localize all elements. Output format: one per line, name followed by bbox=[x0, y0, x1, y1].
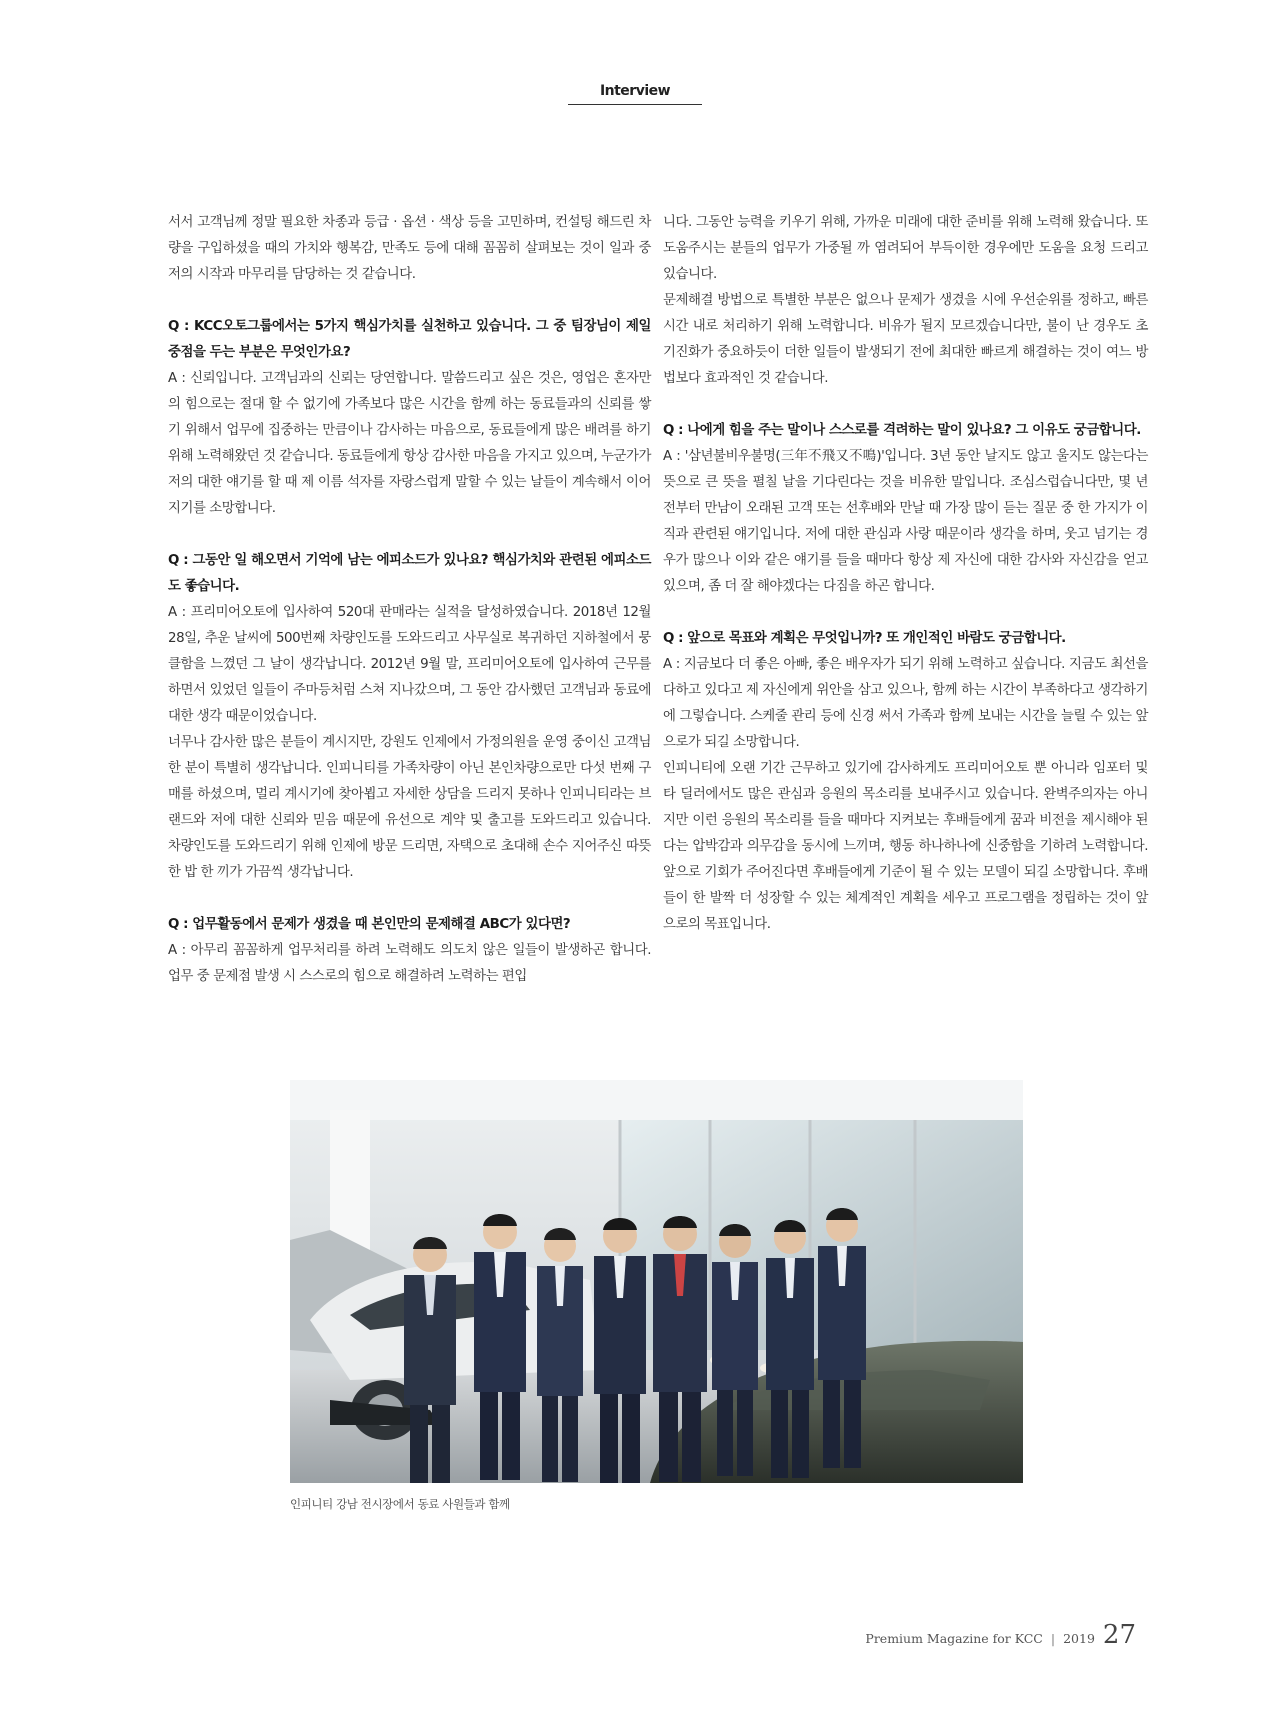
question: Q : 그동안 일 해오면서 기억에 남는 에피소드가 있나요? 핵심가치와 관련된 에피소드도 좋습니다. bbox=[168, 553, 651, 594]
footer-separator: | bbox=[1050, 1631, 1056, 1646]
section-label: Interview bbox=[599, 83, 671, 99]
paragraph: 너무나 감사한 많은 분들이 계시지만, 강원도 인제에서 가정의원을 운영 중이신 고객님 한 분이 특별히 생각납니다. 인피니티를 가족차량이 아닌 본인차량으로만 다섯 번째 구매를 하셨으며, 멀리 계시기에 찾아뵙고 자세한 상담을 드리지 못하나 인피니티라는 브랜드와 저에 대한 신뢰와 믿음 때문에 유선으로 계약 및 출고를 도와드리고 있습니다. 차량인도를 도와드리기 위해 인제에 방문 드리면, 자택으로 초대해 손수 지어주신 따뜻한 밥 한 끼가 가끔씩 생각납니다. bbox=[168, 735, 651, 880]
answer: A : '삼년불비우불명(三年不飛又不鳴)'입니다. 3년 동안 날지도 않고 울지도 않는다는 뜻으로 큰 뜻을 펼칠 날을 기다린다는 것을 비유한 말입니다. 조심스럽습니다만, 몇 년 전부터 만남이 오래된 고객 또는 선후배와 만날 때 가장 많이 듣는 질문 중 한 가지가 이직과 관련된 얘기입니다. 저에 대한 관심과 사랑 때문이라 생각을 하며, 웃고 넘기는 경우가 많으나 이와 같은 얘기를 들을 때마다 항상 제 자신에 대한 감사와 자신감을 얻고 있으며, 좀 더 잘 해야겠다는 다짐을 하곤 합니다. bbox=[663, 449, 1148, 594]
paragraph: 니다. 그동안 능력을 키우기 위해, 가까운 미래에 대한 준비를 위해 노력해 왔습니다. 또 도움주시는 분들의 업무가 가중될 까 염려되어 부득이한 경우에만 도움을 요청 드리고 있습니다. bbox=[663, 215, 1148, 282]
paragraph: 인피니티에 오랜 기간 근무하고 있기에 감사하게도 프리미어오토 뿐 아니라 임포터 및 타 딜러에서도 많은 관심과 응원의 목소리를 보내주시고 있습니다. 완벽주의자는 아니지만 이런 응원의 목소리를 들을 때마다 지켜보는 후배들에게 꿈과 비전을 제시해야 된다는 압박감과 의무감을 동시에 느끼며, 행동 하나하나에 신중함을 기하려 노력합니다. 앞으로 기회가 주어진다면 후배들에게 기준이 될 수 있는 모델이 되길 소망합니다. 후배들이 한 발짝 더 성장할 수 있는 체계적인 계획을 세우고 프로그램을 정립하는 것이 앞으로의 목표입니다. bbox=[663, 761, 1148, 932]
answer: A : 아무리 꼼꼼하게 업무처리를 하려 노력해도 의도치 않은 일들이 발생하곤 합니다. 업무 중 문제점 발생 시 스스로의 힘으로 해결하려 노력하는 편입 bbox=[168, 943, 651, 984]
magazine-name: Premium Magazine for KCC bbox=[865, 1631, 1043, 1646]
page-number: 27 bbox=[1102, 1620, 1136, 1650]
paragraph: 서서 고객님께 정말 필요한 차종과 등급 · 옵션 · 색상 등을 고민하며, 컨설팅 해드린 차량을 구입하셨을 때의 가치와 행복감, 만족도 등에 대해 꼼꼼히 살펴보는 것이 일과 중 저의 시작과 마무리를 담당하는 것 같습니다. bbox=[168, 215, 651, 282]
right-text-column bbox=[663, 210, 1148, 938]
photo-caption: 인피니티 강남 전시장에서 동료 사원들과 함께 bbox=[290, 1497, 510, 1511]
paragraph: 문제해결 방법으로 특별한 부분은 없으나 문제가 생겼을 시에 우선순위를 정하고, 빠른 시간 내로 처리하기 위해 노력합니다. 비유가 될지 모르겠습니다만, 불이 난 경우도 초기진화가 중요하듯이 더한 일들이 발생되기 전에 최대한 빠르게 해결하는 것이 여느 방법보다 효과적인 것 같습니다. bbox=[663, 293, 1148, 386]
question: Q : 나에게 힘을 주는 말이나 스스로를 격려하는 말이 있나요? 그 이유도 궁금합니다. bbox=[663, 423, 1141, 438]
group-photo bbox=[290, 1080, 1023, 1483]
question: Q : 업무활동에서 문제가 생겼을 때 본인만의 문제해결 ABC가 있다면? bbox=[168, 917, 571, 932]
answer: A : 지금보다 더 좋은 아빠, 좋은 배우자가 되기 위해 노력하고 싶습니다. 지금도 최선을 다하고 있다고 제 자신에게 위안을 삼고 있으나, 함께 하는 시간이 부족하다고 생각하기에 그렇습니다. 스케줄 관리 등에 신경 써서 가족과 함께 보내는 시간을 늘릴 수 있는 앞으로가 되길 소망합니다. bbox=[663, 657, 1148, 750]
page-footer bbox=[865, 1620, 1136, 1650]
question: Q : 앞으로 목표와 계획은 무엇입니까? 또 개인적인 바람도 궁금합니다. bbox=[663, 631, 1066, 646]
answer: A : 신뢰입니다. 고객님과의 신뢰는 당연합니다. 말씀드리고 싶은 것은, 영업은 혼자만의 힘으로는 절대 할 수 없기에 가족보다 많은 시간을 함께 하는 동료들과의 신뢰를 쌓기 위해서 업무에 집중하는 만큼이나 감사하는 마음으로, 동료들에게 많은 배려를 하기 위해 노력해왔던 것 같습니다. 동료들에게 항상 감사한 마음을 가지고 있으며, 누군가가 저의 대한 얘기를 할 때 제 이름 석자를 자랑스럽게 말할 수 있는 날들이 계속해서 이어지기를 소망합니다. bbox=[168, 371, 651, 516]
answer: A : 프리미어오토에 입사하여 520대 판매라는 실적을 달성하였습니다. 2018년 12월 28일, 추운 날씨에 500번째 차량인도를 도와드리고 사무실로 복귀하던 지하철에서 뭉클함을 느꼈던 그 날이 생각납니다. 2012년 9월 말, 프리미어오토에 입사하여 근무를 하면서 있었던 일들이 주마등처럼 스쳐 지나갔으며, 그 동안 감사했던 고객님과 동료에 대한 생각 때문이었습니다. bbox=[168, 605, 651, 724]
question: Q : KCC오토그룹에서는 5가지 핵심가치를 실천하고 있습니다. 그 중 팀장님이 제일 중점을 두는 부분은 무엇인가요? bbox=[168, 319, 651, 360]
footer-year: 2019 bbox=[1063, 1631, 1095, 1646]
left-text-column bbox=[168, 210, 651, 990]
section-label-underline bbox=[568, 104, 702, 105]
